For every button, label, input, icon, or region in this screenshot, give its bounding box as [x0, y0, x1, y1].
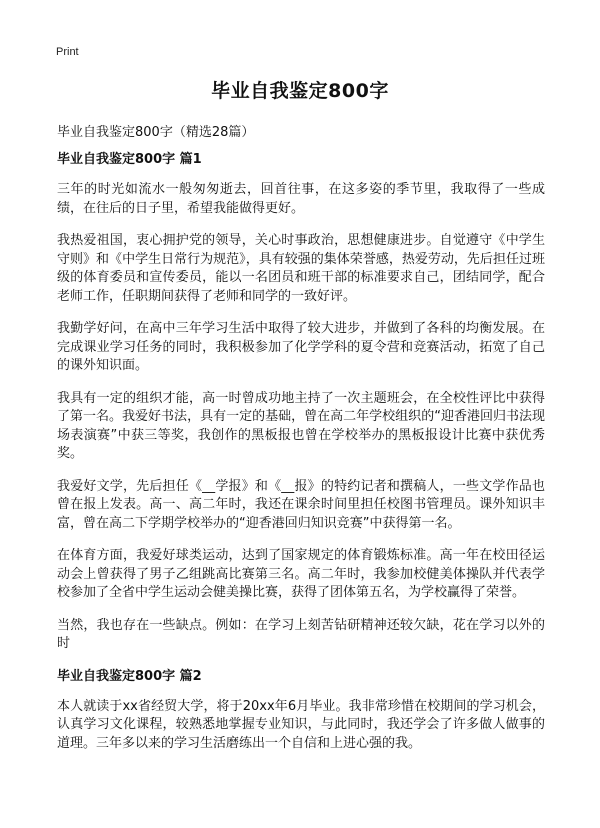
section-heading: 毕业自我鉴定800字 篇1: [57, 152, 202, 167]
section-heading: 毕业自我鉴定800字 篇2: [57, 668, 202, 684]
paragraph: 我热爱祖国，衷心拥护党的领导，关心时事政治，思想健康进步。自觉遵守《中学生守则》和《中学生日常行为规范》，具有较强的集体荣誉感，热爱劳动，先后担任过班级的体育委员和宣传委员，能以一名团员和班干部的标准要求自己，团结同学，配合老师工作，任职期间获得了老师和同学的一致好评。: [57, 233, 545, 304]
page-title: 毕业自我鉴定800字: [211, 80, 389, 102]
paragraph: 我勤学好问，在高中三年学习生活中取得了较大进步，并做到了各科的均衡发展。在完成课业学习任务的同时，我积极参加了化学学科的夏令营和竞赛活动，拓宽了自己的课外知识面。: [57, 321, 545, 373]
document-body: [57, 151, 545, 767]
paragraph: 当然，我也存在一些缺点。例如：在学习上刻苦钻研精神还较欠缺，花在学习以外的时: [57, 617, 545, 651]
paragraph: 在体育方面，我爱好球类运动，达到了国家规定的体育锻炼标准。高一年在校田径运动会上曾获得了男子乙组跳高比赛第三名。高二年时，我参加校健美体操队并代表学校参加了全省中学生运动会健美操比赛，获得了团体第五名，为学校赢得了荣誉。: [57, 548, 545, 600]
section-1: [57, 151, 545, 654]
paragraph: 我具有一定的组织才能，高一时曾成功地主持了一次主题班会，在全校性评比中获得了第一名。我爱好书法，具有一定的基础，曾在高二年学校组织的“迎香港回归书法现场表演赛”中获三等奖，我创作的黑板报也曾在学校举办的黑板报设计比赛中获优秀奖。: [57, 390, 545, 461]
paragraph: 三年的时光如流水一般匆匆逝去，回首往事，在这多姿的季节里，我取得了一些成绩，在往后的日子里，希望我能做得更好。: [57, 182, 545, 216]
section-2: [57, 668, 545, 754]
document-subtitle: 毕业自我鉴定800字（精选28篇）: [57, 125, 255, 140]
print-link[interactable]: Print: [56, 46, 79, 58]
paragraph: 我爱好文学，先后担任《__学报》和《__报》的特约记者和撰稿人，一些文学作品也曾在报上发表。高一、高二年时，我还在课余时间里担任校图书管理员。课外知识丰富，曾在高二下学期学校举办的“迎香港回归知识竞赛”中获得第一名。: [57, 478, 545, 531]
paragraph: 本人就读于xx省经贸大学，将于20xx年6月毕业。我非常珍惜在校期间的学习机会，认真学习文化课程，较熟悉地掌握专业知识，与此同时，我还学会了许多做人做事的道理。三年多以来的学习生活磨练出一个自信和上进心强的我。: [57, 698, 545, 751]
